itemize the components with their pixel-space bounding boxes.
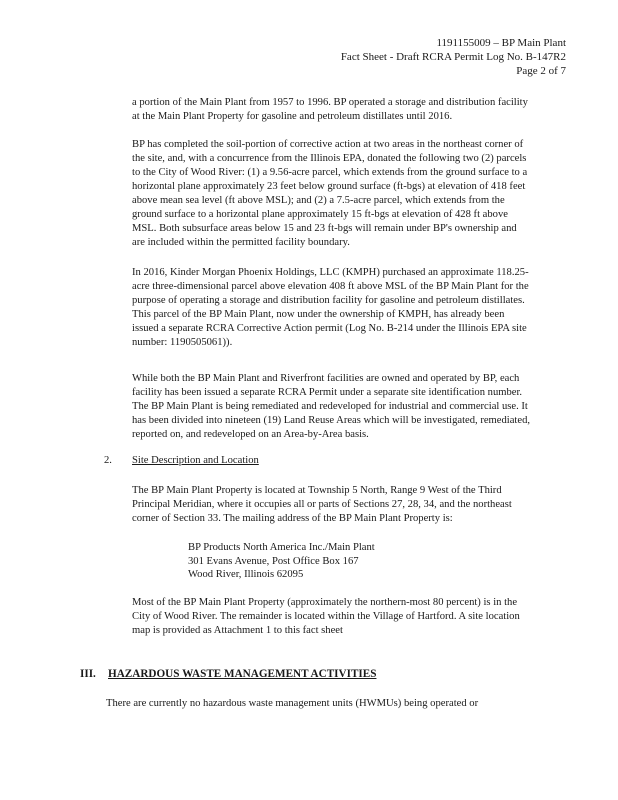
page-header	[341, 36, 566, 78]
section-2-number: 2.	[104, 455, 112, 466]
address-line-1: BP Products North America Inc./Main Plant	[188, 542, 375, 553]
section-2-title: Site Description and Location	[132, 455, 259, 466]
section-3-number: III.	[80, 668, 96, 680]
body-paragraph-4: While both the BP Main Plant and Riverfront facilities are owned and operated by BP, each facility has been issued a separate RCRA Permit under a separate site identification number. The BP Main Plant is being remediated and redeveloped for industrial and commercial use. It has been divided into nineteen (19) Land Reuse Areas which will be investigated, remediated, reported on, and redeveloped on an Area-by-Area basis.	[132, 373, 531, 440]
section-2-paragraph-2: Most of the BP Main Plant Property (approximately the northern-most 80 percent) is in the City of Wood River. The remainder is located within the Village of Hartford. A site location map is provided as Attachment 1 to this fact sheet	[132, 597, 520, 636]
header-page-number: Page 2 of 7	[516, 65, 566, 77]
header-document-id: 1191155009 – BP Main Plant	[436, 37, 566, 49]
body-paragraph-2: BP has completed the soil-portion of corrective action at two areas in the northeast corner of the site, and, with a concurrence from the Illinois EPA, donated the following two (2) parcels to the City of Wood River: (1) a 9.56-acre parcel, which extends from the ground surface to a horizontal plane approximately 23 feet below ground surface (ft-bgs) at elevation of 418 feet above mean sea level (ft above MSL); and (2) a 7.5-acre parcel, which extends from the ground surface to a horizontal plane approximately 15 ft-bgs at elevation of 428 ft above MSL. Both subsurface areas below 15 and 23 ft-bgs will remain under BP's ownership and are included within the permitted facility boundary.	[132, 139, 528, 248]
mailing-address	[188, 541, 375, 582]
section-3-title: HAZARDOUS WASTE MANAGEMENT ACTIVITIES	[108, 668, 377, 680]
address-line-3: Wood River, Illinois 62095	[188, 569, 304, 580]
address-line-2: 301 Evans Avenue, Post Office Box 167	[188, 555, 359, 567]
section-2-paragraph-1: The BP Main Plant Property is located at Township 5 North, Range 9 West of the Third Principal Meridian, where it occupies all or parts of Sections 27, 28, 34, and the northeast corner of Section 33. The mailing address of the BP Main Plant Property is:	[132, 485, 512, 524]
body-paragraph-1: a portion of the Main Plant from 1957 to 1996. BP operated a storage and distribution facility at the Main Plant Property for gasoline and petroleum distillates until 2016.	[132, 97, 528, 122]
section-3-paragraph-1: There are currently no hazardous waste management units (HWMUs) being operated or	[106, 698, 479, 709]
body-paragraph-3: In 2016, Kinder Morgan Phoenix Holdings, LLC (KMPH) purchased an approximate 118.25-acre three-dimensional parcel above elevation 408 ft above MSL of the BP Main Plant for the purpose of operating a storage and distribution facility for gasoline and petroleum distillates. This parcel of the BP Main Plant, now under the ownership of KMPH, has already been issued a separate RCRA Corrective Action permit (Log No. B-214 under the Illinois EPA site number: 1190505061)).	[132, 267, 529, 348]
header-document-title: Fact Sheet - Draft RCRA Permit Log No. B-147R2	[340, 51, 566, 63]
